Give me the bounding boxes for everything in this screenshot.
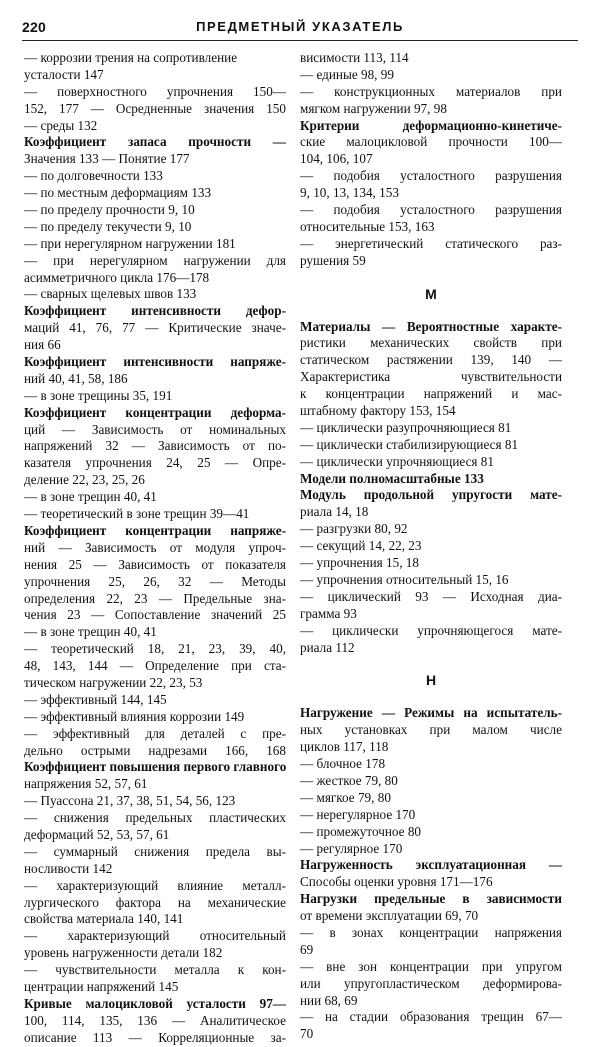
index-entry: относительные 153, 163 <box>300 218 435 234</box>
index-heading: Кривые малоцикловой усталости 97— <box>24 995 286 1011</box>
index-entry: — вне зон концентрации при упругом <box>300 958 562 974</box>
index-entry: — в зонах концентрации напряжения <box>300 924 562 940</box>
index-entry: штабному фактору 153, 154 <box>300 403 456 419</box>
index-entry: — среды 132 <box>24 117 98 133</box>
index-heading: Коэффициент концентрации деформа- <box>24 404 286 420</box>
index-entry: — в зоне трещин 40, 41 <box>24 489 157 505</box>
index-entry: 104, 106, 107 <box>300 151 373 167</box>
index-heading: Нагруженность эксплуатационная — <box>300 857 562 873</box>
index-entry: — циклически упрочняющиеся 81 <box>300 453 494 469</box>
page-header <box>22 18 578 41</box>
index-entry: висимости 113, 114 <box>300 50 409 65</box>
index-heading: Модуль продольной упругости мате- <box>300 487 562 503</box>
index-heading: Коэффициент повышения первого главного <box>24 759 286 775</box>
index-entry: — упрочнения относительный 15, 16 <box>300 571 509 587</box>
index-entry: дельно острыми надрезами 166, 168 <box>24 742 286 758</box>
index-entry: чения 23 — Сопоставление значений 25 <box>24 607 286 623</box>
index-entry: 100, 114, 135, 136 — Аналитическое <box>24 1012 286 1028</box>
index-entry: упрочнения 25, 26, 32 — Методы <box>24 573 286 589</box>
index-entry: — эффективный влияния коррозии 149 <box>24 708 245 724</box>
index-entry: — промежуточное 80 <box>300 823 422 839</box>
index-entry: — по пределу текучести 9, 10 <box>24 218 192 234</box>
index-heading: Материалы — Вероятностные характе- <box>300 318 562 334</box>
index-entry: лургического фактора на механические <box>24 894 286 910</box>
index-heading: Нагружение — Режимы на испытатель- <box>300 705 562 721</box>
section-letter-m: М <box>425 285 437 302</box>
index-entry: — коррозии трения на сопротивление <box>24 50 238 65</box>
index-entry: Характеристика чувствительности <box>300 369 562 385</box>
index-entry: — подобия усталостного разрушения <box>300 168 562 184</box>
index-entry: к концентрации напряжений и мас- <box>300 386 562 402</box>
index-entry: 69 <box>300 941 314 957</box>
index-entry: 152, 177 — Осредненные значения 150 <box>24 100 286 116</box>
index-entry: — при нерегулярном нагружении 181 <box>24 235 236 251</box>
index-entry: — секущий 14, 22, 23 <box>300 538 422 554</box>
index-entry: ские малоцикловой прочности 100— <box>300 134 562 150</box>
index-entry: статическом растяжении 139, 140 — <box>300 352 562 368</box>
index-entry: от времени эксплуатации 69, 70 <box>300 908 479 924</box>
index-entry: — упрочнения 15, 18 <box>300 555 419 571</box>
index-entry: мягком нагружении 97, 98 <box>300 100 447 116</box>
index-heading: Нагрузки предельные в зависимости <box>300 891 562 907</box>
index-entry: риала 112 <box>300 639 355 655</box>
index-entry: ций — Зависимость от номинальных <box>24 421 286 437</box>
index-entry: — в зоне трещины 35, 191 <box>24 387 173 403</box>
index-entry: рушения 59 <box>300 252 366 268</box>
index-entry: — по пределу прочности 9, 10 <box>24 202 195 218</box>
index-entry: описание 113 — Корреляционные за- <box>24 1029 286 1045</box>
index-entry: — регулярное 170 <box>300 840 403 856</box>
index-entry: — разгрузки 80, 92 <box>300 521 408 537</box>
index-entry: напряжения 52, 57, 61 <box>24 776 148 792</box>
index-entry: ний 40, 41, 58, 186 <box>24 370 128 386</box>
index-heading: Коэффициент интенсивности дефор- <box>24 303 286 319</box>
left-column <box>24 50 286 1047</box>
running-title: ПРЕДМЕТНЫЙ УКАЗАТЕЛЬ <box>196 19 404 34</box>
index-entry: нии 68, 69 <box>300 992 358 1008</box>
index-entry: — в зоне трещин 40, 41 <box>24 624 157 640</box>
index-entry: ных установках при малом числе <box>300 722 562 738</box>
index-heading: Модели полномасштабные 133 <box>300 470 484 486</box>
index-entry: — характеризующий влияние металл- <box>24 877 286 893</box>
index-entry: усталости 147 <box>24 66 104 82</box>
index-entry: — единые 98, 99 <box>300 66 394 82</box>
index-entry: — по местным деформациям 133 <box>24 185 212 201</box>
index-entry: — теоретический в зоне трещин 39—41 <box>24 506 250 522</box>
index-heading: Критерии деформационно-кинетиче- <box>300 117 562 133</box>
index-entry: — циклический 93 — Исходная диа- <box>300 588 562 604</box>
index-entry: 9, 10, 13, 134, 153 <box>300 185 399 201</box>
index-entry: асимметричного цикла 176—178 <box>24 269 210 285</box>
index-entry: 70 <box>300 1026 314 1042</box>
page-number: 220 <box>22 19 46 35</box>
index-entry: деление 22, 23, 25, 26 <box>24 472 145 488</box>
index-entry: — мягкое 79, 80 <box>300 789 391 805</box>
index-entry: — эффективный для деталей с пре- <box>24 725 286 741</box>
index-heading: Коэффициент концентрации напряже- <box>24 522 286 538</box>
index-entry: Значения 133 — Понятие 177 <box>24 151 190 167</box>
index-entry: деформаций 52, 53, 57, 61 <box>24 826 170 842</box>
index-heading: Коэффициент запаса прочности — <box>24 134 286 150</box>
index-entry: — Пуассона 21, 37, 38, 51, 54, 56, 123 <box>24 793 236 809</box>
index-entry: уровень нагруженности детали 182 <box>24 945 223 961</box>
index-entry: грамма 93 <box>300 605 357 621</box>
index-entry: — циклически стабилизирующиеся 81 <box>300 436 519 452</box>
index-entry: определения 22, 23 — Предельные зна- <box>24 590 286 606</box>
index-heading: Коэффициент интенсивности напряже- <box>24 354 286 370</box>
section-letter-n: Н <box>425 672 437 689</box>
index-entry: риала 14, 18 <box>300 504 369 520</box>
index-entry: 48, 143, 144 — Определение при ста- <box>24 658 286 674</box>
index-entry: — циклически упрочняющегося мате- <box>300 622 562 638</box>
index-entry: — суммарный снижения предела вы- <box>24 843 286 859</box>
index-entry: — эффективный 144, 145 <box>24 691 167 707</box>
index-entry: ристики механических свойств при <box>300 335 562 351</box>
right-column <box>300 50 562 1043</box>
index-entry: центрации напряжений 145 <box>24 978 179 994</box>
index-entry: — на стадии образования трещин 67— <box>300 1009 562 1025</box>
index-entry: или упругопластическом деформирова- <box>300 975 562 991</box>
index-entry: — чувствительности металла к кон- <box>24 962 286 978</box>
index-entry: ний — Зависимость от модуля упроч- <box>24 539 286 555</box>
index-entry: свойства материала 140, 141 <box>24 911 184 927</box>
index-entry: — циклически разупрочняющиеся 81 <box>300 419 512 435</box>
index-entry: — при нерегулярном нагружении для <box>24 252 286 268</box>
index-entry: напряжений 32 — Зависимость от по- <box>24 438 286 454</box>
index-entry: маций 41, 76, 77 — Критические значе- <box>24 320 286 336</box>
index-entry: — характеризующий относительный <box>24 928 286 944</box>
index-entry: — нерегулярное 170 <box>300 806 416 822</box>
index-entry: казателя упрочнения 24, 25 — Опре- <box>24 455 286 471</box>
index-entry: — конструкционных материалов при <box>300 83 562 99</box>
index-entry: циклов 117, 118 <box>300 739 389 755</box>
index-entry: тическом нагружении 22, 23, 53 <box>24 674 203 690</box>
index-entry: — снижения предельных пластических <box>24 810 286 826</box>
index-entry: — жесткое 79, 80 <box>300 772 398 788</box>
index-entry: — поверхностного упрочнения 150— <box>24 83 286 99</box>
index-entry: — сварных щелевых швов 133 <box>24 286 197 302</box>
index-entry: ния 66 <box>24 337 61 353</box>
index-entry: — теоретический 18, 21, 23, 39, 40, <box>24 641 286 657</box>
index-entry: — блочное 178 <box>300 756 386 772</box>
index-entry: Способы оценки уровня 171—176 <box>300 874 493 890</box>
index-entry: — энергетический статического раз- <box>300 235 562 251</box>
index-entry: нения 25 — Зависимость от показателя <box>24 556 286 572</box>
index-entry: — по долговечности 133 <box>24 168 163 184</box>
index-entry: носливости 142 <box>24 860 113 876</box>
index-entry: — подобия усталостного разрушения <box>300 202 562 218</box>
